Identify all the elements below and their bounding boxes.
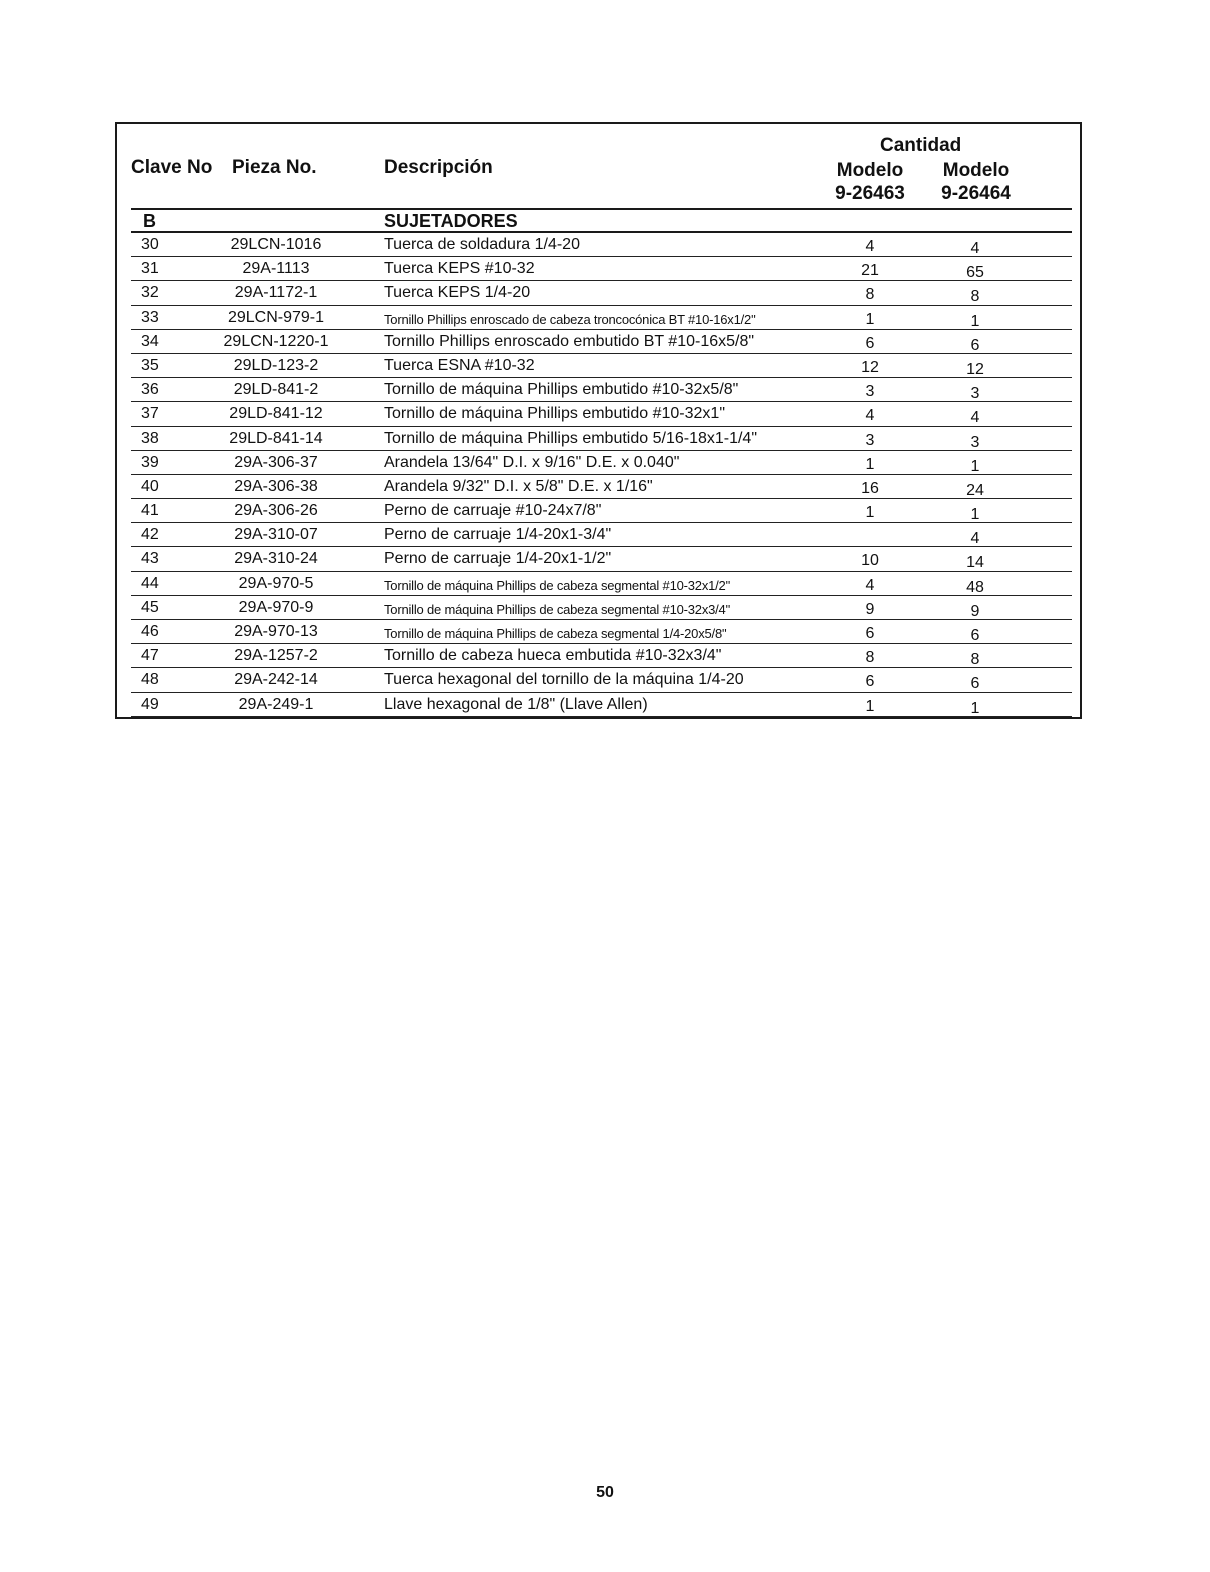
part-number: 29A-249-1 <box>238 695 314 713</box>
qty-model-2: 6 <box>970 336 980 354</box>
key-number: 44 <box>141 574 159 592</box>
part-number: 29A-310-24 <box>234 550 318 568</box>
description: Tornillo de máquina Phillips embutido #10-32x1" <box>384 405 725 423</box>
qty-model-2: 1 <box>970 457 980 475</box>
description: Perno de carruaje 1/4-20x1-1/2" <box>384 550 612 568</box>
key-number: 38 <box>141 429 159 447</box>
table-row <box>131 693 1072 717</box>
table-row <box>131 547 1072 571</box>
table-row <box>131 354 1072 378</box>
qty-model-1: 3 <box>865 383 875 401</box>
part-number: 29LD-841-12 <box>229 405 323 423</box>
part-number: 29A-970-9 <box>238 598 314 616</box>
qty-model-1: 4 <box>865 407 875 425</box>
qty-model-1: 6 <box>865 625 875 642</box>
key-number: 34 <box>141 332 159 350</box>
description: Llave hexagonal de 1/8" (Llave Allen) <box>384 695 648 713</box>
qty-model-2: 1 <box>970 312 980 330</box>
description: Tornillo de máquina Phillips de cabeza segmental 1/4-20x5/8" <box>384 626 727 641</box>
header-quantity: Cantidad <box>880 135 962 156</box>
part-number: 29A-306-26 <box>234 502 318 520</box>
description: Tornillo Phillips enroscado de cabeza troncocónica BT #10-16x1/2" <box>384 311 756 327</box>
qty-model-2: 3 <box>970 433 980 451</box>
description: Tornillo de máquina Phillips de cabeza segmental #10-32x1/2" <box>384 577 731 593</box>
qty-model-1: 1 <box>865 310 875 328</box>
description: Tornillo de máquina Phillips embutido #10-32x5/8" <box>384 381 739 399</box>
header-model-label-2: Modelo <box>942 160 1010 181</box>
table-row <box>131 257 1072 281</box>
qty-model-1: 6 <box>865 673 875 691</box>
qty-model-2: 48 <box>966 578 984 596</box>
part-number: 29LCN-979-1 <box>227 308 325 326</box>
part-number: 29A-306-38 <box>234 477 318 495</box>
part-number: 29A-1113 <box>242 260 310 278</box>
table-row <box>131 572 1072 596</box>
header-model-number-1: 9-26463 <box>835 183 905 204</box>
qty-model-1: 9 <box>865 600 875 618</box>
qty-model-2: 8 <box>970 651 980 669</box>
qty-model-1: 8 <box>865 649 875 667</box>
key-number: 35 <box>141 356 159 374</box>
qty-model-1: 1 <box>865 455 875 473</box>
part-number: 29A-306-37 <box>234 453 318 471</box>
key-number: 46 <box>141 623 159 640</box>
description: Tuerca de soldadura 1/4-20 <box>384 236 580 253</box>
description: Tornillo de máquina Phillips embutido 5/16-18x1-1/4" <box>384 429 758 447</box>
key-number: 37 <box>141 405 159 423</box>
key-number: 40 <box>141 477 159 495</box>
page-number: 50 <box>596 1484 614 1501</box>
header-key-number: Clave No <box>131 157 213 178</box>
key-number: 39 <box>141 453 159 471</box>
qty-model-2: 4 <box>970 409 980 427</box>
part-number: 29A-242-14 <box>234 671 318 689</box>
key-number: 32 <box>141 284 159 302</box>
part-number: 29A-1257-2 <box>234 647 318 665</box>
qty-model-2: 65 <box>966 264 984 282</box>
description: Perno de carruaje 1/4-20x1-3/4" <box>384 526 612 544</box>
key-number: 31 <box>141 260 159 278</box>
header-model-number-2: 9-26464 <box>941 183 1011 204</box>
qty-model-2: 1 <box>970 699 980 717</box>
table-row <box>131 451 1072 475</box>
key-number: 45 <box>141 598 159 616</box>
key-number: 43 <box>141 550 159 568</box>
table-row <box>131 233 1072 257</box>
qty-model-1: 10 <box>861 552 879 570</box>
header-description: Descripción <box>384 157 493 178</box>
part-number: 29LD-123-2 <box>233 356 319 374</box>
description: Perno de carruaje #10-24x7/8" <box>384 502 602 520</box>
qty-model-2: 8 <box>970 288 980 306</box>
qty-model-1: 3 <box>865 431 875 449</box>
qty-model-1: 8 <box>865 286 875 304</box>
qty-model-2: 24 <box>966 481 984 499</box>
part-number: 29A-1172-1 <box>234 284 318 302</box>
key-number: 49 <box>141 695 159 713</box>
qty-model-1: 16 <box>861 479 879 497</box>
section-code: B <box>143 211 156 231</box>
section-title: SUJETADORES <box>384 211 518 231</box>
key-number: 33 <box>141 308 159 326</box>
qty-model-1: 4 <box>865 238 875 255</box>
qty-model-1: 4 <box>865 576 875 594</box>
part-number: 29LD-841-14 <box>229 429 323 447</box>
part-number: 29LCN-1016 <box>230 236 322 253</box>
table-row <box>131 281 1072 305</box>
qty-model-2: 9 <box>970 602 980 620</box>
table-row <box>131 668 1072 692</box>
description: Tornillo Phillips enroscado embutido BT #10-16x5/8" <box>384 332 755 350</box>
qty-model-2: 4 <box>970 240 980 257</box>
description: Tuerca hexagonal del tornillo de la máquina 1/4-20 <box>384 671 744 689</box>
qty-model-2: 12 <box>966 360 984 378</box>
table-row <box>131 330 1072 354</box>
description: Arandela 9/32" D.I. x 5/8" D.E. x 1/16" <box>384 477 653 495</box>
qty-model-2: 6 <box>970 675 980 693</box>
header-part-number: Pieza No. <box>232 157 317 178</box>
table-row <box>131 620 1072 644</box>
description: Arandela 13/64" D.I. x 9/16" D.E. x 0.040" <box>384 453 680 471</box>
description: Tornillo de máquina Phillips de cabeza segmental #10-32x3/4" <box>384 601 731 617</box>
key-number: 41 <box>141 502 159 520</box>
key-number: 36 <box>141 381 159 399</box>
part-number: 29LD-841-2 <box>233 381 319 399</box>
header-model-label-1: Modelo <box>836 160 904 181</box>
table-row <box>131 402 1072 426</box>
qty-model-1: 1 <box>865 697 875 715</box>
description: Tuerca ESNA #10-32 <box>384 356 535 374</box>
description: Tuerca KEPS #10-32 <box>384 260 535 278</box>
part-number: 29A-310-07 <box>234 526 318 544</box>
key-number: 30 <box>141 236 159 253</box>
table-row <box>131 306 1072 330</box>
part-number: 29A-970-13 <box>234 623 318 640</box>
qty-model-2: 14 <box>966 554 984 572</box>
table-row <box>131 596 1072 620</box>
table-row <box>131 644 1072 668</box>
qty-model-2: 1 <box>970 506 980 524</box>
part-number: 29A-970-5 <box>238 574 314 592</box>
key-number: 47 <box>141 647 159 665</box>
table-row <box>131 499 1072 523</box>
table-row <box>131 523 1072 547</box>
qty-model-2: 4 <box>970 530 980 548</box>
part-number: 29LCN-1220-1 <box>223 332 329 350</box>
table-row <box>131 475 1072 499</box>
key-number: 48 <box>141 671 159 689</box>
section-header <box>131 210 1072 233</box>
qty-model-1: 21 <box>861 262 879 280</box>
qty-model-2: 6 <box>970 627 980 644</box>
parts-list <box>131 233 1072 717</box>
qty-model-1: 1 <box>865 504 875 522</box>
table-row <box>131 378 1072 402</box>
qty-model-1: 6 <box>865 334 875 352</box>
table-row <box>131 427 1072 451</box>
description: Tornillo de cabeza hueca embutida #10-32x3/4" <box>384 647 722 665</box>
qty-model-2: 3 <box>970 385 980 403</box>
description: Tuerca KEPS 1/4-20 <box>384 284 531 302</box>
qty-model-1: 12 <box>861 358 879 376</box>
key-number: 42 <box>141 526 159 544</box>
